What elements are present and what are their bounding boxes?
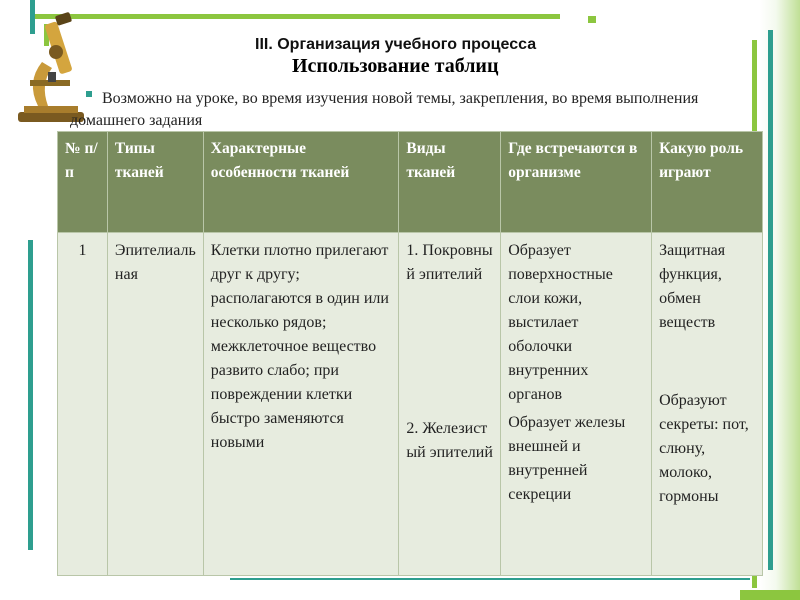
cell-where — [501, 233, 652, 576]
cell-num: 1 — [58, 233, 108, 576]
page-title: Использование таблиц — [292, 55, 499, 77]
header-cell-num: № п/п — [58, 132, 108, 233]
decor-bar — [768, 30, 773, 570]
decor-bar — [28, 240, 33, 550]
decor-bar — [230, 578, 750, 580]
decor-bar — [588, 16, 596, 23]
decor-bar — [30, 14, 560, 19]
header-cell-where: Где встречаются в организме — [501, 132, 652, 233]
section-subtitle: III. Организация учебного процесса — [255, 36, 537, 53]
where-glandular: Образует железы внешней и внутренней секреции — [508, 414, 626, 503]
cell-type: Эпителиальная — [107, 233, 203, 576]
cell-kind — [399, 233, 501, 576]
kind-glandular: 2. Железистый эпителий — [406, 420, 493, 461]
kind-covering: 1. Покровный эпителий — [406, 242, 493, 283]
role-glandular: Образуют секреты: пот, слюну, молоко, гормоны — [659, 392, 749, 505]
role-covering: Защитная функция, обмен веществ — [659, 242, 726, 331]
cell-spacer — [659, 335, 755, 389]
header-cell-type: Типы тканей — [107, 132, 203, 233]
header-cell-kind: Виды тканей — [399, 132, 501, 233]
header-cell-features: Характерные особенности тканей — [203, 132, 399, 233]
cell-role — [652, 233, 763, 576]
cell-features: Клетки плотно прилегают друг к другу; располагаются в один или несколько рядов; межклеточное вещество развито слабо; при повреждении клетки быстро заменяются новыми — [203, 233, 399, 576]
cell-spacer — [406, 287, 493, 417]
decor-bar — [740, 590, 800, 600]
where-covering: Образует поверхностные слои кожи, выстилает оболочки внутренних органов — [508, 242, 613, 403]
tissue-table — [57, 131, 763, 576]
table-row — [58, 233, 763, 576]
header-cell-role: Какую роль играют — [652, 132, 763, 233]
table-header-row — [58, 132, 763, 233]
background-gradient — [760, 0, 800, 600]
intro-text: Возможно на уроке, во время изучения новой темы, закрепления, во время выполнения домашнего задания — [70, 90, 699, 129]
